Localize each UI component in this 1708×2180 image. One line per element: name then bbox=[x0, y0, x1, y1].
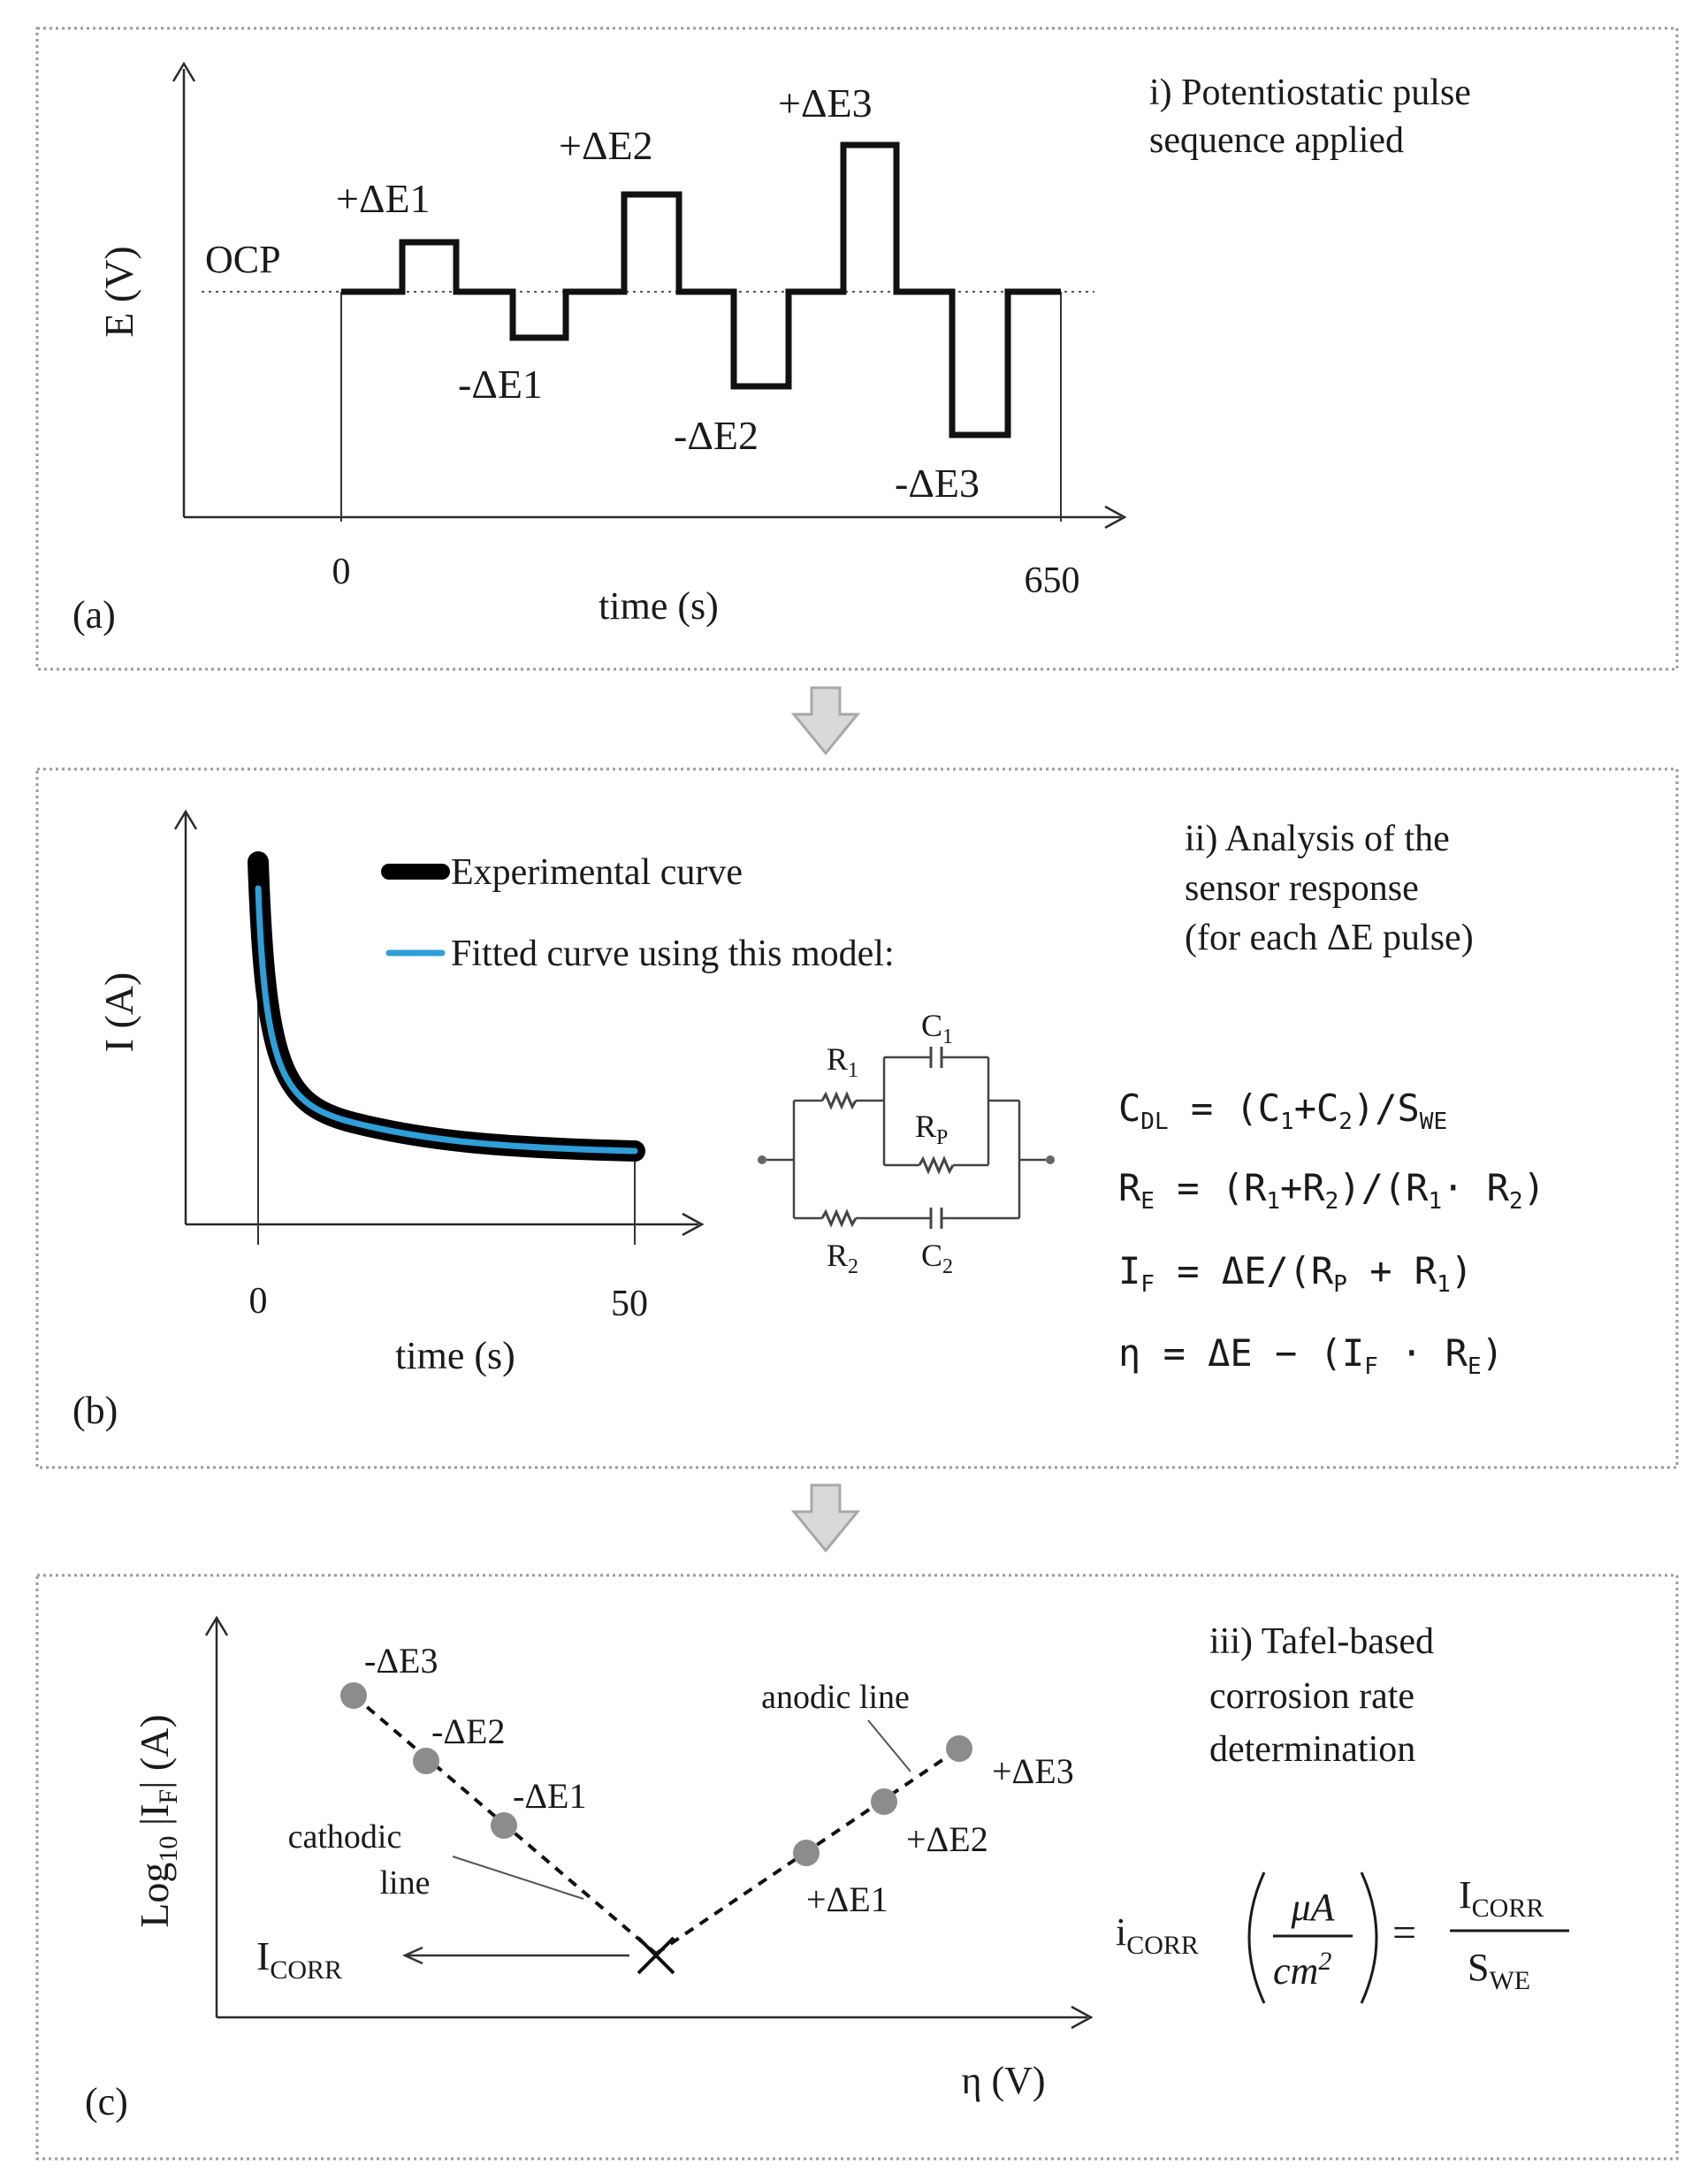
panel-a-x-end: 650 bbox=[1024, 560, 1080, 601]
panel-b-caption-line-3: (for each ΔE pulse) bbox=[1185, 918, 1474, 958]
anodic-leader bbox=[868, 1720, 911, 1772]
panel-b-caption-line-1: ii) Analysis of the bbox=[1185, 819, 1450, 859]
panel-a-caption-line-1: i) Potentiostatic pulse bbox=[1149, 72, 1471, 113]
equation-re: $R_E = (R_1+R_2)/(R_1\cdot R_2)$ bbox=[1118, 1166, 1545, 1215]
pulse-label-plus-1: +ΔE1 bbox=[336, 176, 431, 221]
legend-fitted-label: Fitted curve using this model: bbox=[451, 934, 895, 974]
point-label-minus-de2: -ΔE2 bbox=[431, 1711, 506, 1751]
formula-rhs-numerator: $I_{CORR}$ bbox=[1459, 1873, 1544, 1923]
panel-a bbox=[37, 28, 1677, 669]
panel-a-tag: (a) bbox=[72, 593, 116, 636]
icorr-label: $I_{CORR}$ bbox=[256, 1933, 343, 1985]
panel-b-caption-line-2: sensor response bbox=[1185, 868, 1419, 909]
flow-arrow-down-1 bbox=[794, 688, 858, 753]
pulse-waveform bbox=[341, 145, 1061, 435]
ocp-label: OCP bbox=[205, 238, 281, 281]
cathodic-label-line-2: line bbox=[379, 1864, 431, 1902]
panel-c-ylabel: Log$_{10}$ $|I_F|$ (A) bbox=[132, 1714, 183, 1928]
legend-experimental-label: Experimental curve bbox=[451, 852, 743, 893]
cathodic-leader bbox=[453, 1856, 583, 1899]
panel-b-ylabel: I (A) bbox=[96, 972, 141, 1053]
panel-a-x-start: 0 bbox=[332, 552, 351, 592]
equivalent-circuit bbox=[758, 1047, 1055, 1229]
pulse-label-minus-2: -ΔE2 bbox=[674, 413, 759, 458]
point-plus-de3 bbox=[946, 1735, 972, 1762]
formula-rhs-denominator: $S_{WE}$ bbox=[1468, 1946, 1531, 1995]
panel-b-x-end: 50 bbox=[611, 1284, 648, 1324]
point-minus-de1 bbox=[491, 1812, 517, 1839]
panel-c-caption-line-1: iii) Tafel-based bbox=[1209, 1621, 1435, 1662]
formula-right-paren bbox=[1361, 1872, 1376, 2003]
panel-c-tag: (c) bbox=[85, 2080, 128, 2123]
pulse-label-minus-3: -ΔE3 bbox=[895, 461, 980, 506]
circuit-r1-label: $R_1$ bbox=[827, 1041, 859, 1082]
cathodic-label-line-1: cathodic bbox=[287, 1818, 402, 1856]
formula-equals: = bbox=[1392, 1909, 1417, 1956]
pulse-label-minus-1: -ΔE1 bbox=[458, 362, 543, 407]
point-minus-de2 bbox=[413, 1748, 439, 1774]
point-plus-de2 bbox=[871, 1788, 897, 1815]
panel-b-tag: (b) bbox=[72, 1389, 118, 1432]
formula-unit-numerator: μA bbox=[1291, 1886, 1335, 1929]
panel-c-caption-line-2: corrosion rate bbox=[1209, 1676, 1415, 1717]
panel-a-caption-line-2: sequence applied bbox=[1149, 120, 1405, 161]
anodic-label: anodic line bbox=[761, 1679, 910, 1716]
panel-c bbox=[37, 1575, 1677, 2159]
panel-b-xlabel: time (s) bbox=[395, 1334, 515, 1377]
equation-eta: $\eta = \Delta E - (I_F \cdot R_E)$ bbox=[1118, 1331, 1504, 1380]
circuit-c2-label: $C_2$ bbox=[921, 1238, 954, 1278]
circuit-rp-label: $R_P$ bbox=[915, 1109, 949, 1149]
formula-unit-denominator: $cm^2$ bbox=[1273, 1947, 1332, 1993]
point-minus-de3 bbox=[340, 1682, 367, 1709]
flow-arrow-down-2 bbox=[794, 1485, 858, 1551]
corrosion-rate-formula bbox=[1116, 1872, 1569, 2003]
point-label-plus-de1: +ΔE1 bbox=[806, 1879, 888, 1919]
point-label-plus-de3: +ΔE3 bbox=[992, 1751, 1074, 1791]
equation-if: $I_F = \Delta E/(R_P + R_1)$ bbox=[1118, 1249, 1474, 1298]
pulse-label-plus-3: +ΔE3 bbox=[778, 80, 873, 126]
panel-c-caption-line-3: determination bbox=[1209, 1729, 1416, 1770]
formula-lhs: $i_{CORR}$ bbox=[1116, 1910, 1199, 1960]
point-label-plus-de2: +ΔE2 bbox=[906, 1819, 988, 1859]
circuit-r2-label: $R_2$ bbox=[827, 1238, 859, 1278]
panel-b-x-start: 0 bbox=[248, 1281, 268, 1322]
panel-a-xlabel: time (s) bbox=[599, 584, 719, 628]
formula-left-paren bbox=[1249, 1872, 1264, 2003]
panel-a-ylabel: E (V) bbox=[96, 246, 141, 338]
panel-c-xlabel: η (V) bbox=[961, 2059, 1046, 2102]
panel-c-frame bbox=[37, 1575, 1677, 2159]
point-label-minus-de1: -ΔE1 bbox=[513, 1776, 587, 1816]
equation-cdl: $C_{DL} = (C_1+C_2)/S_{WE}$ bbox=[1118, 1086, 1448, 1135]
panel-b bbox=[37, 769, 1677, 1467]
pulse-label-plus-2: +ΔE2 bbox=[559, 123, 653, 168]
circuit-c1-label: $C_1$ bbox=[921, 1008, 954, 1048]
point-plus-de1 bbox=[793, 1840, 820, 1866]
point-label-minus-de3: -ΔE3 bbox=[364, 1641, 438, 1681]
